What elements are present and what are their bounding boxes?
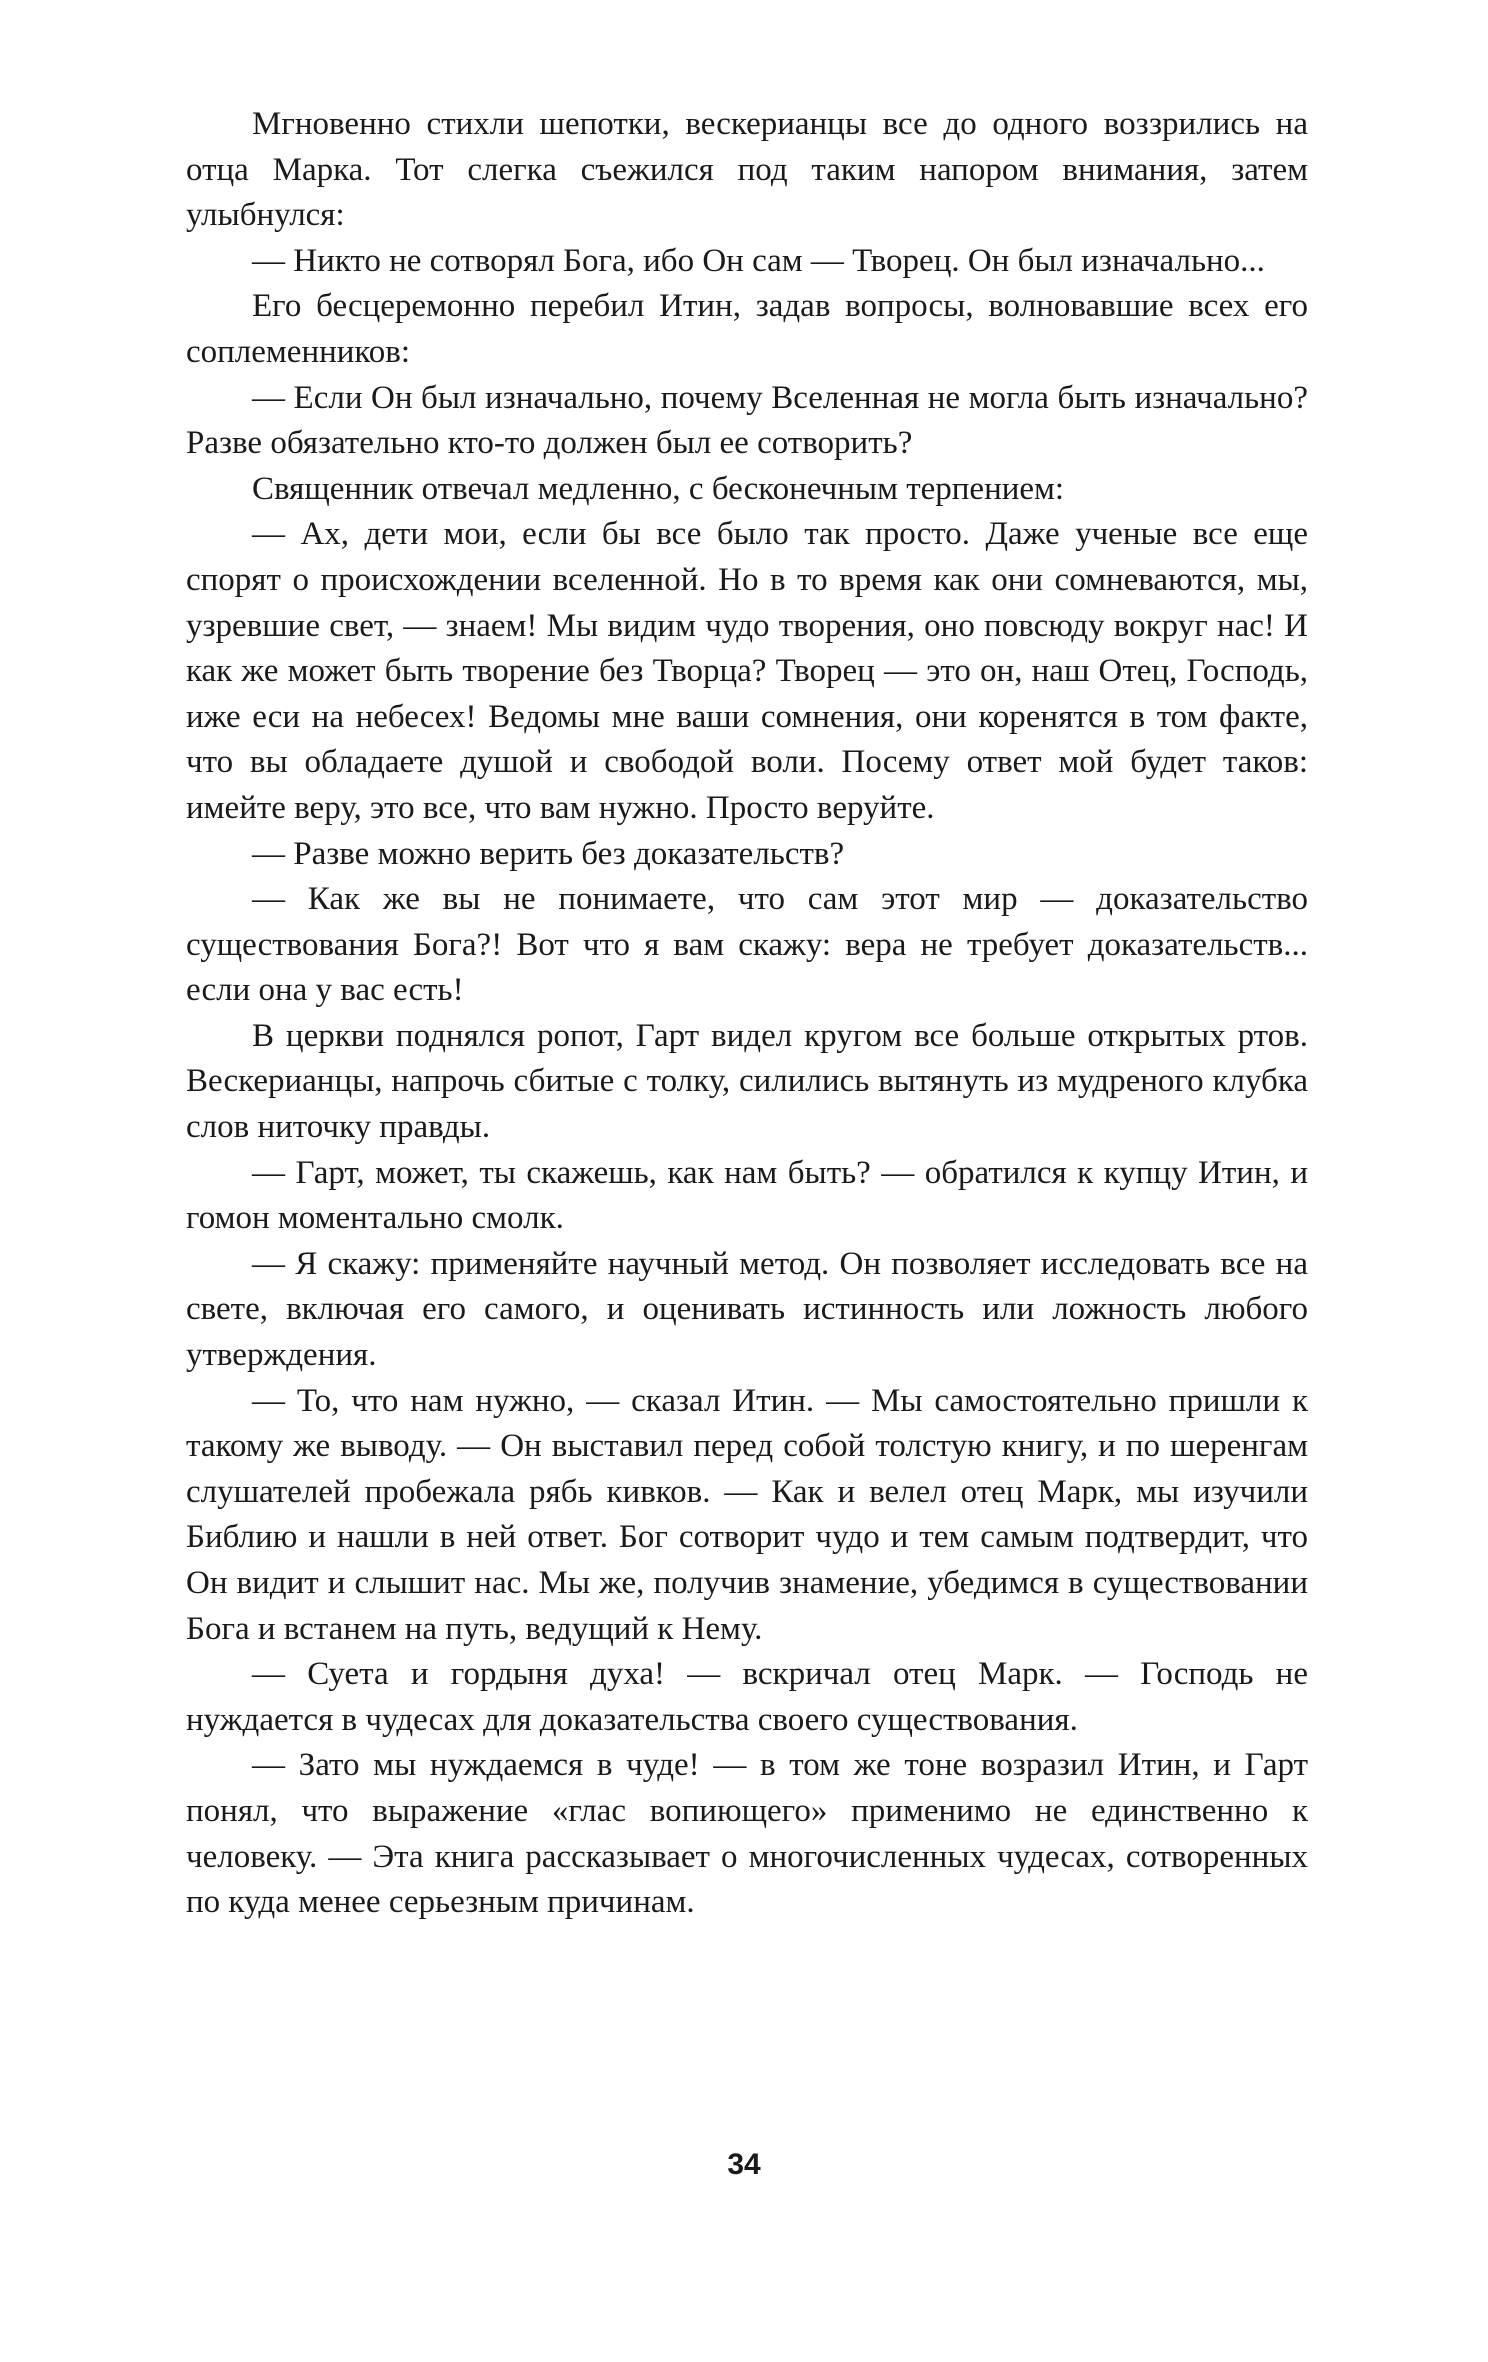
- paragraph: Его бесцеремонно перебил Итин, задав вопросы, волновавшие всех его соплеменников:: [186, 288, 1308, 370]
- paragraph: — Я скажу: применяйте научный метод. Он позволяет исследовать все на свете, включая его самого, и оценивать истинность или ложность любого утверждения.: [186, 1245, 1308, 1374]
- paragraph: — Зато мы нуждаемся в чуде! — в том же тоне возразил Итин, и Гарт понял, что выражение «глас вопиющего» применимо не единственно к человеку. — Эта книга рассказывает о многочисленных чудесах, сотворенных по куда менее серьезным причинам.: [186, 1747, 1308, 1921]
- paragraph: — Гарт, может, ты скажешь, как нам быть? — обратился к купцу Итин, и гомон моментально смолк.: [186, 1154, 1308, 1237]
- body-text: [186, 102, 1308, 1926]
- paragraph: Мгновенно стихли шепотки, вескерианцы все до одного воззрились на отца Марка. Тот слегка съежился под таким напором внимания, затем улыбнулся:: [186, 106, 1308, 234]
- paragraph: — Никто не сотворял Бога, ибо Он сам — Творец. Он был изначально...: [252, 242, 1265, 279]
- page-number: 34: [727, 2148, 761, 2181]
- paragraph: — То, что нам нужно, — сказал Итин. — Мы самостоятельно пришли к такому же выводу. — Он выставил перед собой толстую книгу, и по шеренгам слушателей пробежала рябь кивков. — Как и велел отец Марк, мы изучили Библию и нашли в ней ответ. Бог сотворит чудо и тем самым подтвердит, что Он видит и слышит нас. Мы же, получив знамение, убедимся в существовании Бога и встанем на путь, ведущий к Нему.: [186, 1382, 1308, 1647]
- paragraph: — Суета и гордыня духа! — вскричал отец Марк. — Господь не нуждается в чудесах для доказательства своего существования.: [186, 1656, 1308, 1738]
- paragraph: — Как же вы не понимаете, что сам этот мир — доказательство существования Бога?! Вот что я вам скажу: вера не требует доказательств... если она у вас есть!: [186, 881, 1308, 1009]
- paragraph: Священник отвечал медленно, с бесконечным терпением:: [252, 470, 1065, 507]
- paragraph: — Если Он был изначально, почему Вселенная не могла быть изначально? Разве обязательно кто-то должен был ее сотворить?: [186, 379, 1308, 462]
- paragraph: В церкви поднялся ропот, Гарт видел кругом все больше открытых ртов. Вескерианцы, напрочь сбитые с толку, силились вытянуть из мудреного клубка слов ниточку правды.: [186, 1017, 1308, 1146]
- paragraph: — Ах, дети мои, если бы все было так просто. Даже ученые все еще спорят о происхождении вселенной. Но в то время как они сомневаются, мы, узревшие свет, — знаем! Мы видим чудо творения, оно повсюду вокруг нас! И как же может быть творение без Творца? Творец — это он, наш Отец, Господь, иже еси на небесех! Ведомы мне ваши сомнения, они коренятся в том факте, что вы обладаете душой и свободой воли. Посему ответ мой будет таков: имейте веру, это все, что вам нужно. Просто веруйте.: [186, 516, 1308, 826]
- paragraph: — Разве можно верить без доказательств?: [252, 835, 845, 872]
